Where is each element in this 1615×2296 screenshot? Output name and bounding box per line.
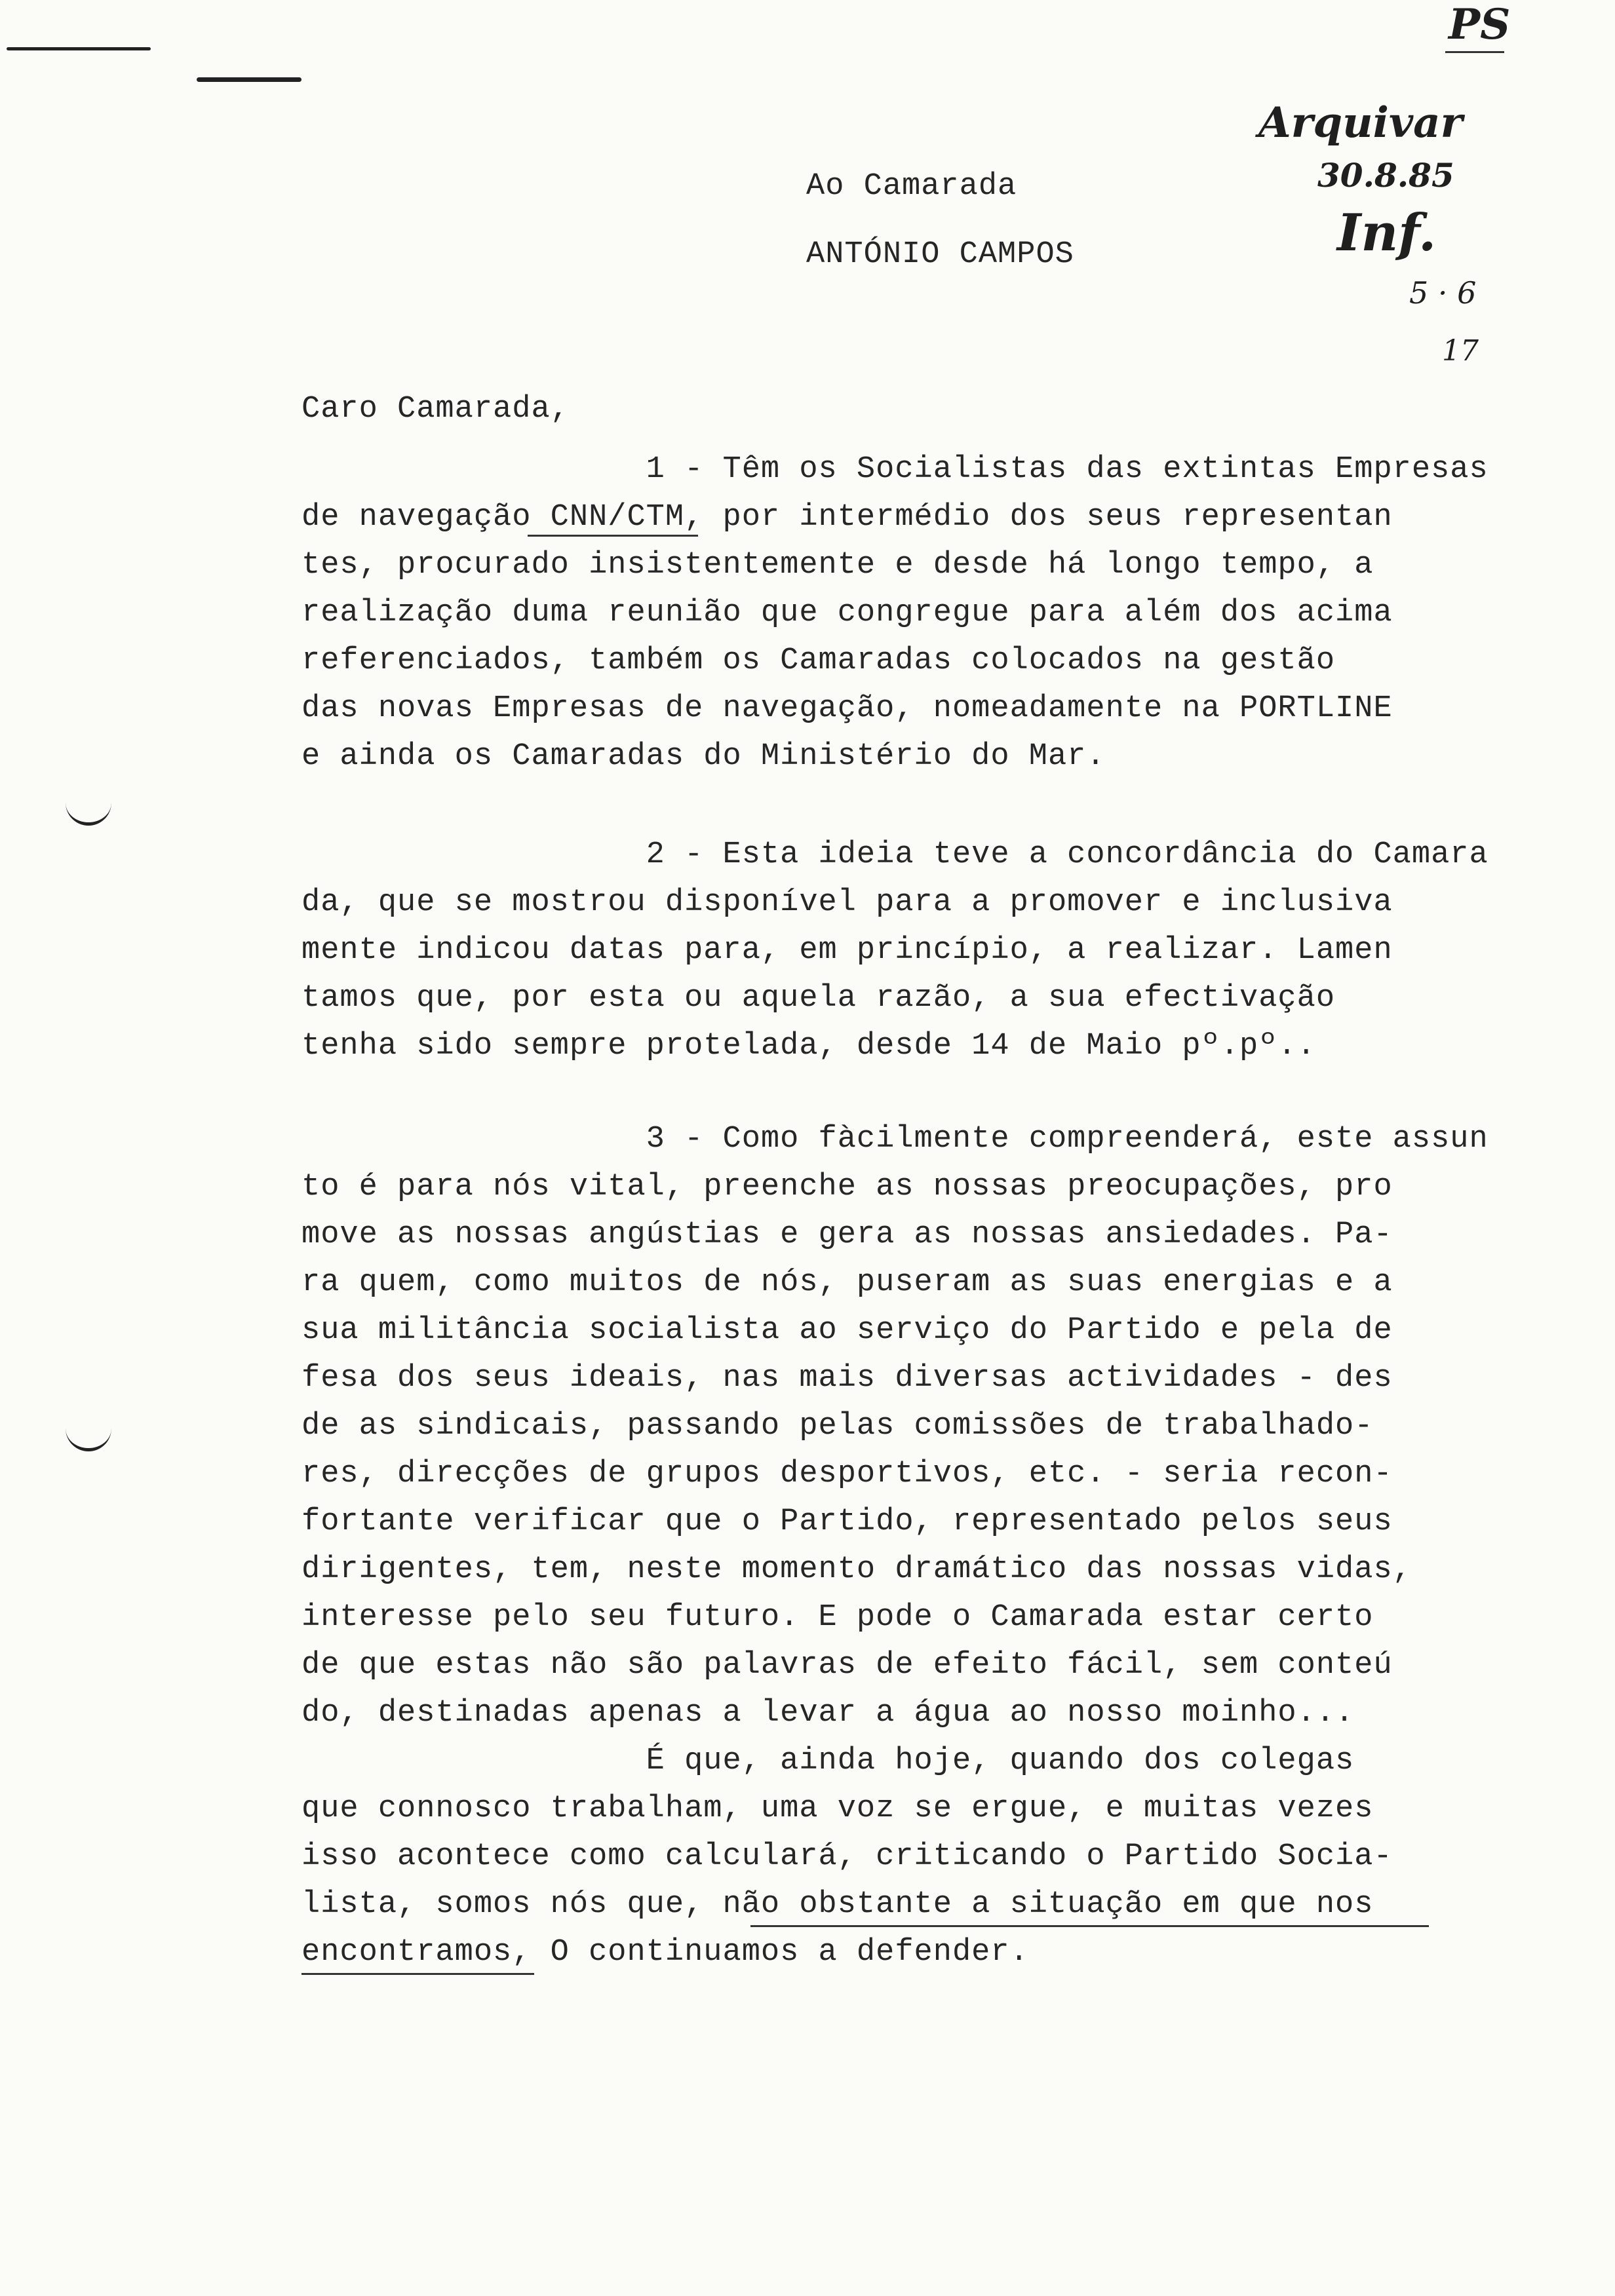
scan-mark-top-left (7, 47, 151, 50)
paragraph-line: interesse pelo seu futuro. E pode o Camarada estar certo (302, 1600, 1374, 1635)
paragraph-line: to é para nós vital, preenche as nossas preocupações, pro (302, 1170, 1393, 1204)
annotation-code: PS (1449, 0, 1511, 49)
scan-mark-top (197, 77, 302, 82)
annotation-archive: Arquivar (1258, 98, 1463, 147)
paragraph-line: tenha sido sempre protelada, desde 14 de Maio pº.pº.. (302, 1029, 1316, 1063)
annotation-numbers: 5 · 6 (1409, 275, 1477, 311)
addressee-line-1: Ao Camarada (806, 169, 1017, 204)
annotation-initials: Inf. (1337, 203, 1437, 263)
paragraph-line: É que, ainda hoje, quando dos colegas (302, 1744, 1355, 1778)
annotation-code-underline (1445, 51, 1504, 53)
paragraph-line: das novas Empresas de navegação, nomeadamente na PORTLINE (302, 691, 1393, 726)
paragraph-line: referenciados, também os Camaradas colocados na gestão (302, 643, 1336, 678)
paragraph-line: encontramos, O continuamos a defender. (302, 1935, 1029, 1970)
paragraph-line: do, destinadas apenas a levar a água ao nosso moinho... (302, 1696, 1355, 1731)
paragraph-line: 1 - Têm os Socialistas das extintas Empresas (302, 452, 1489, 487)
paragraph-line: res, direcções de grupos desportivos, etc. - seria recon- (302, 1457, 1393, 1491)
paragraph-line: sua militância socialista ao serviço do Partido e pela de (302, 1313, 1393, 1348)
paragraph-line: move as nossas angústias e gera as nossas ansiedades. Pa- (302, 1217, 1393, 1252)
paragraph-line: isso acontece como calculará, criticando o Partido Socia- (302, 1839, 1393, 1874)
paragraph-line: 3 - Como fàcilmente compreenderá, este assun (302, 1122, 1489, 1157)
paragraph-line: tamos que, por esta ou aquela razão, a sua efectivação (302, 981, 1336, 1016)
handwritten-underline (528, 535, 698, 537)
handwritten-underline (750, 1925, 1429, 1927)
salutation: Caro Camarada, (302, 392, 570, 427)
paragraph-line: de as sindicais, passando pelas comissões de trabalhado- (302, 1409, 1374, 1444)
paragraph-line: ra quem, como muitos de nós, puseram as suas energias e a (302, 1265, 1393, 1300)
paragraph-line: da, que se mostrou disponível para a promover e inclusiva (302, 885, 1393, 920)
paragraph-line: que connosco trabalham, uma voz se ergue, e muitas vezes (302, 1791, 1374, 1826)
punch-hole-mark-upper (66, 796, 111, 826)
paragraph-line: lista, somos nós que, não obstante a situação em que nos (302, 1887, 1374, 1922)
paragraph-line: dirigentes, tem, neste momento dramático das nossas vidas, (302, 1552, 1412, 1587)
paragraph-line: de que estas não são palavras de efeito fácil, sem conteú (302, 1648, 1393, 1683)
annotation-mark: 17 (1442, 334, 1479, 368)
paragraph-line: fesa dos seus ideais, nas mais diversas actividades - des (302, 1361, 1393, 1396)
paragraph-line: realização duma reunião que congregue para além dos acima (302, 596, 1393, 630)
paragraph-line: 2 - Esta ideia teve a concordância do Camara (302, 837, 1489, 872)
paragraph-line: tes, procurado insistentemente e desde há longo tempo, a (302, 548, 1374, 583)
punch-hole-mark-lower (66, 1422, 111, 1451)
paragraph-line: fortante verificar que o Partido, representado pelos seus (302, 1504, 1393, 1539)
paragraph-line: mente indicou datas para, em princípio, a realizar. Lamen (302, 933, 1393, 968)
handwritten-underline (302, 1973, 534, 1975)
paragraph-line: de navegação CNN/CTM, por intermédio dos seus representan (302, 500, 1393, 535)
addressee-line-2: ANTÓNIO CAMPOS (806, 237, 1074, 272)
annotation-date: 30.8.85 (1317, 156, 1454, 195)
paragraph-line: e ainda os Camaradas do Ministério do Mar. (302, 739, 1106, 774)
